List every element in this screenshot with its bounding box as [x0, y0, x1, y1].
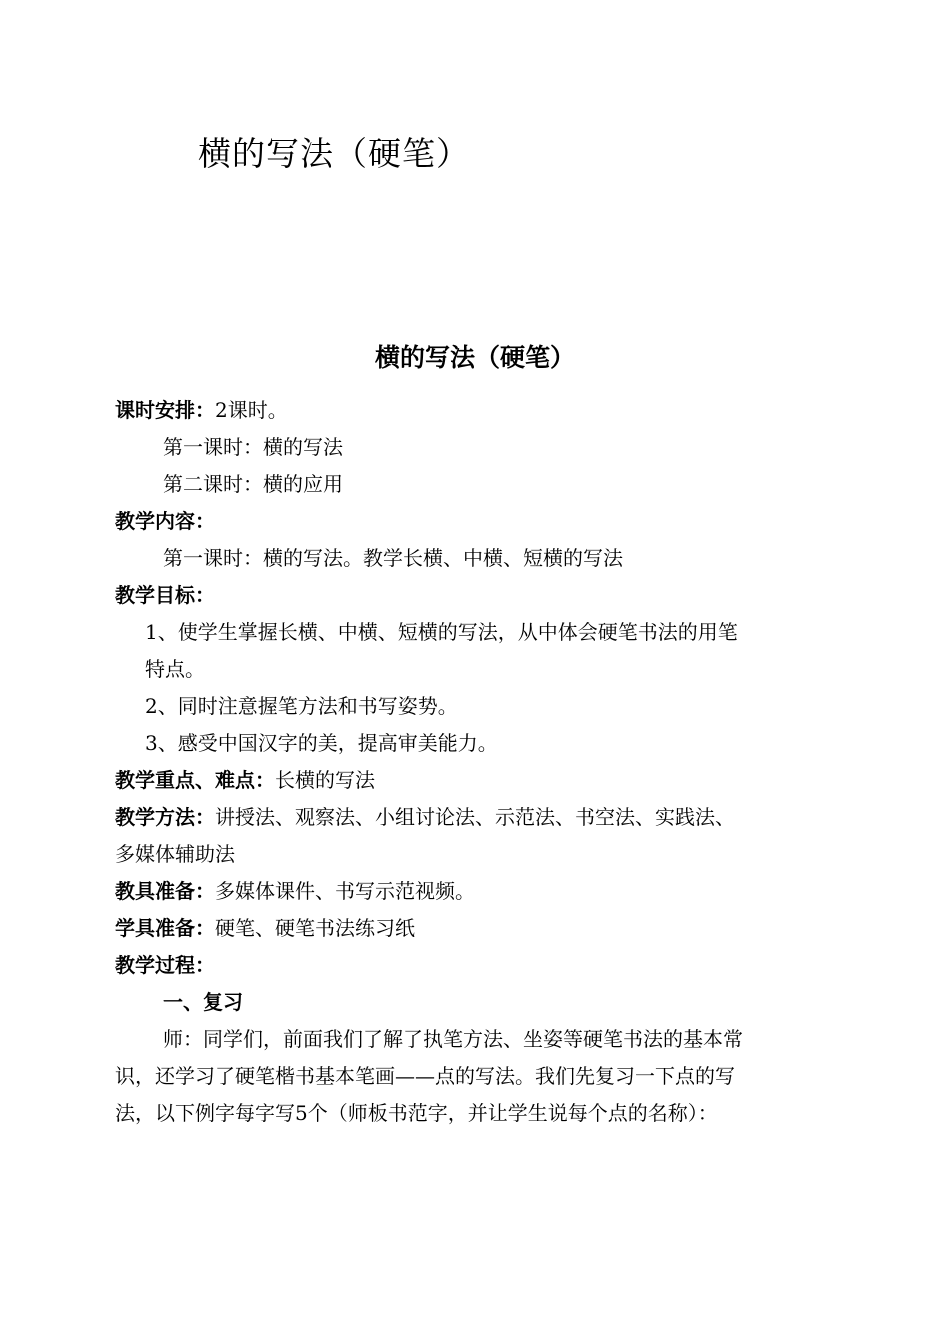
teacher-tools-label: 教具准备：: [115, 879, 215, 903]
cover-title: 横的写法（硬笔）: [198, 134, 470, 173]
schedule-line: [115, 392, 840, 429]
student-tools-line: [115, 910, 840, 947]
key-points-value: 长横的写法: [275, 768, 375, 792]
schedule-value: 2课时。: [215, 398, 288, 422]
schedule-label: 课时安排：: [115, 398, 215, 422]
section-1-paragraph-line-3: 法，以下例字每字写5个（师板书范字，并让学生说每个点的名称）：: [115, 1101, 718, 1125]
methods-line: [115, 799, 840, 836]
document-body: [115, 392, 840, 1132]
goal-item-3: 3、感受中国汉字的美，提高审美能力。: [145, 731, 498, 755]
goals-line: [115, 577, 840, 614]
key-points-line: [115, 762, 840, 799]
methods-value-line-1: 讲授法、观察法、小组讨论法、示范法、书空法、实践法、: [215, 805, 735, 829]
teacher-tools-value: 多媒体课件、书写示范视频。: [215, 879, 475, 903]
document-heading: 横的写法（硬笔）: [374, 343, 575, 372]
process-label: 教学过程：: [115, 953, 215, 977]
content-label: 教学内容：: [115, 509, 215, 533]
section-1-paragraph-line-2: 识，还学习了硬笔楷书基本笔画——点的写法。我们先复习一下点的写: [115, 1064, 735, 1088]
section-1-paragraph-line-1: 师：同学们，前面我们了解了执笔方法、坐姿等硬笔书法的基本常: [163, 1027, 743, 1051]
goal-item-1-line-1: 1、使学生掌握长横、中横、短横的写法，从中体会硬笔书法的用笔: [145, 620, 738, 644]
goal-item-1-line-2: 特点。: [145, 657, 205, 681]
content-line: [115, 503, 840, 540]
schedule-item-1: 第一课时：横的写法: [163, 435, 343, 459]
teacher-tools-line: [115, 873, 840, 910]
section-1-title: 一、复习: [163, 990, 243, 1014]
student-tools-value: 硬笔、硬笔书法练习纸: [215, 916, 415, 940]
student-tools-label: 学具准备：: [115, 916, 215, 940]
content-item-1: 第一课时：横的写法。教学长横、中横、短横的写法: [163, 546, 623, 570]
methods-label: 教学方法：: [115, 805, 215, 829]
process-line: [115, 947, 840, 984]
schedule-item-2: 第二课时：横的应用: [163, 472, 343, 496]
key-points-label: 教学重点、难点：: [115, 768, 275, 792]
methods-value-line-2: 多媒体辅助法: [115, 842, 235, 866]
goal-item-2: 2、同时注意握笔方法和书写姿势。: [145, 694, 458, 718]
goals-label: 教学目标：: [115, 583, 215, 607]
